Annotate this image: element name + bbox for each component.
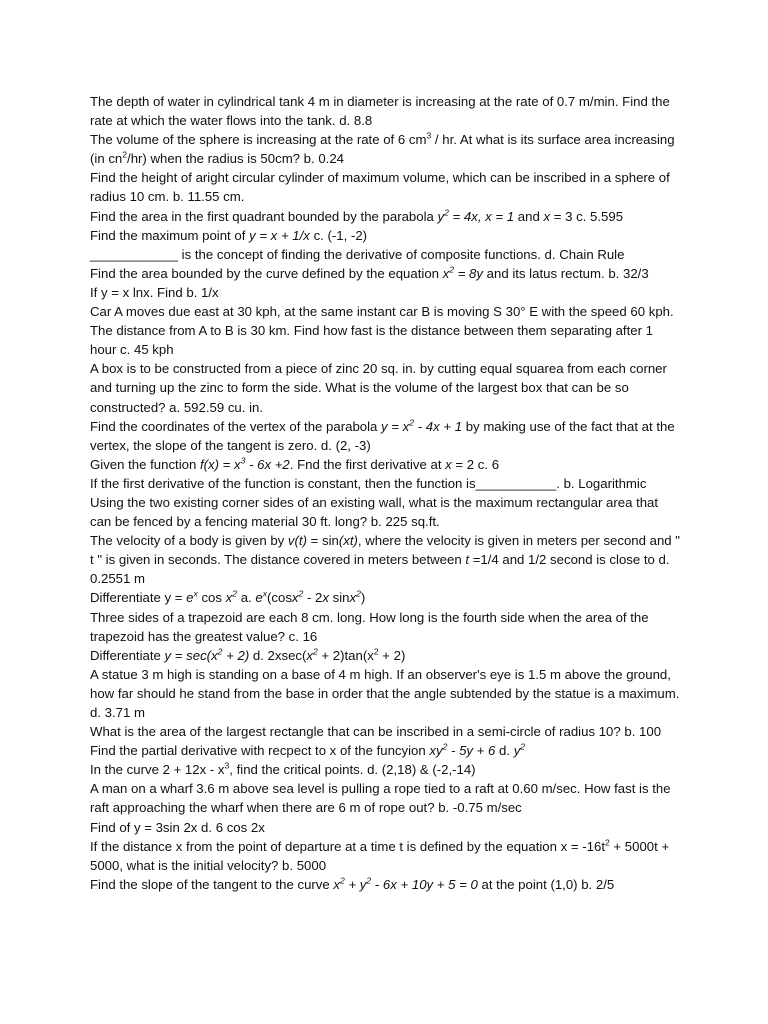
question-16: Differentiate $y = e^x$ $\cos x^2$ a. $e^x(\cos x^2 - 2x$ sinx$^2$)	[90, 589, 366, 606]
question-7: Find the area bounded by the curve defined by the equation $x^2 = 8y$ and its latus rectum. b. 32/3	[90, 264, 649, 281]
question-3: Find the height of aright circular cylinder of maximum volume, which can be inscribed in a sphere of radius 10 cm. b. 11.55 cm.	[90, 170, 670, 205]
question-21: Find the partial derivative with recpect to x of the funcyion $xy^2 - 5y + 6$ d. $y^2$	[90, 741, 526, 759]
question-1: The depth of water in cylindrical tank 4 m in diameter is increasing at the rate of 0.7 m/min. Find the rate at which the water flows into the tank. d. 8.8	[90, 94, 670, 129]
question-11: Find the coordinates of the vertex of the parabola $y = x^2 - 4x + 1$ by making use of the fact that at the vertex, the slope of the tangent is zero. d. (2, -3)	[90, 417, 675, 453]
question-25: If the distance x from the point of departure at a time t is defined by the equation $x = -16t^2 + 5000t + 5000$, what is the initial velocity? b. 5000	[90, 837, 670, 873]
question-4: Find the area in the first quadrant bounded by the parabola $y^2 = 4x$, x = 1 and x = 3 c. 5.595	[90, 207, 624, 224]
question-10: A box is to be constructed from a piece of zinc 20 sq. in. by cutting equal squarea from each corner and turning up the zinc to form the side. What is the volume of the largest box that can be so constructed? a. 592.59 cu. in.	[90, 361, 667, 415]
question-22: In the curve $2 + 12x - x^3$, find the critical points. d. (2,18) & (-2,-14)	[90, 760, 476, 778]
question-2: The volume of the sphere is increasing at the rate of 6 $cm^3$ / hr. At what is its surface area increasing (in $cn^2/hr$) when the radius is 50cm? b. 0.24	[90, 130, 675, 167]
question-17: Three sides of a trapezoid are each 8 cm. long. How long is the fourth side when the area of the trapezoid has the greatest value? c. 16	[90, 609, 649, 644]
question-24: Find of y = 3sin 2x d. 6 cos 2x	[90, 819, 265, 835]
question-12: Given the function $f(x) = x^3 - 6x +2$. Fnd the first derivative at x = 2 c. 6	[90, 455, 500, 472]
question-18: Differentiate $y = \sec(x^2 + 2)$ d. $2xsec(x^2 + 2)\tan(x^2 + 2)$	[90, 646, 406, 663]
question-23: A man on a wharf 3.6 m above sea level is pulling a rope tied to a raft at 0.60 m/sec. How fast is the raft approaching the wharf when there are 6 m of rope out? b. -0.75 m/sec	[90, 781, 671, 816]
question-15: The velocity of a body is given by v(t) = sin(xt), where the velocity is given in meters per second and " t " is given in seconds. The distance covered in meters between t =1/4 and 1/2 second is close to d. 0.2551 m	[90, 533, 680, 587]
question-26: Find the slope of the tangent to the curve $x^2 + y^2 - 6x + 10y + 5 = 0$ at the point (1,0) b. 2/5	[90, 875, 615, 892]
question-13: If the first derivative of the function is constant, then the function is___________. b. Logarithmic	[90, 475, 647, 491]
question-19: A statue 3 m high is standing on a base of 4 m high. If an observer's eye is 1.5 m above the ground, how far should he stand from the base in order that the angle subtended by the statue is a maximum. d. 3.71 m	[90, 666, 680, 720]
question-14: Using the two existing corner sides of an existing wall, what is the maximum rectangular area that can be fenced by a fencing material 30 ft. long? b. 225 sq.ft.	[90, 494, 659, 530]
question-20: What is the area of the largest rectangle that can be inscribed in a semi-circle of radius 10? b. 100	[90, 724, 662, 740]
question-6: ____________ is the concept of finding the derivative of composite functions. d. Chain Rule	[90, 246, 625, 262]
question-8: If y = x lnx. Find b. 1/x	[90, 284, 219, 300]
question-5: Find the maximum point of y = x + 1/x c. (-1, -2)	[90, 227, 368, 243]
question-9: Car A moves due east at 30 kph, at the same instant car B is moving S 30° E with the speed 60 kph. The distance from A to B is 30 km. Find how fast is the distance between them separating after 1 hour c. 45 kph	[90, 304, 674, 358]
document-body	[90, 92, 680, 894]
